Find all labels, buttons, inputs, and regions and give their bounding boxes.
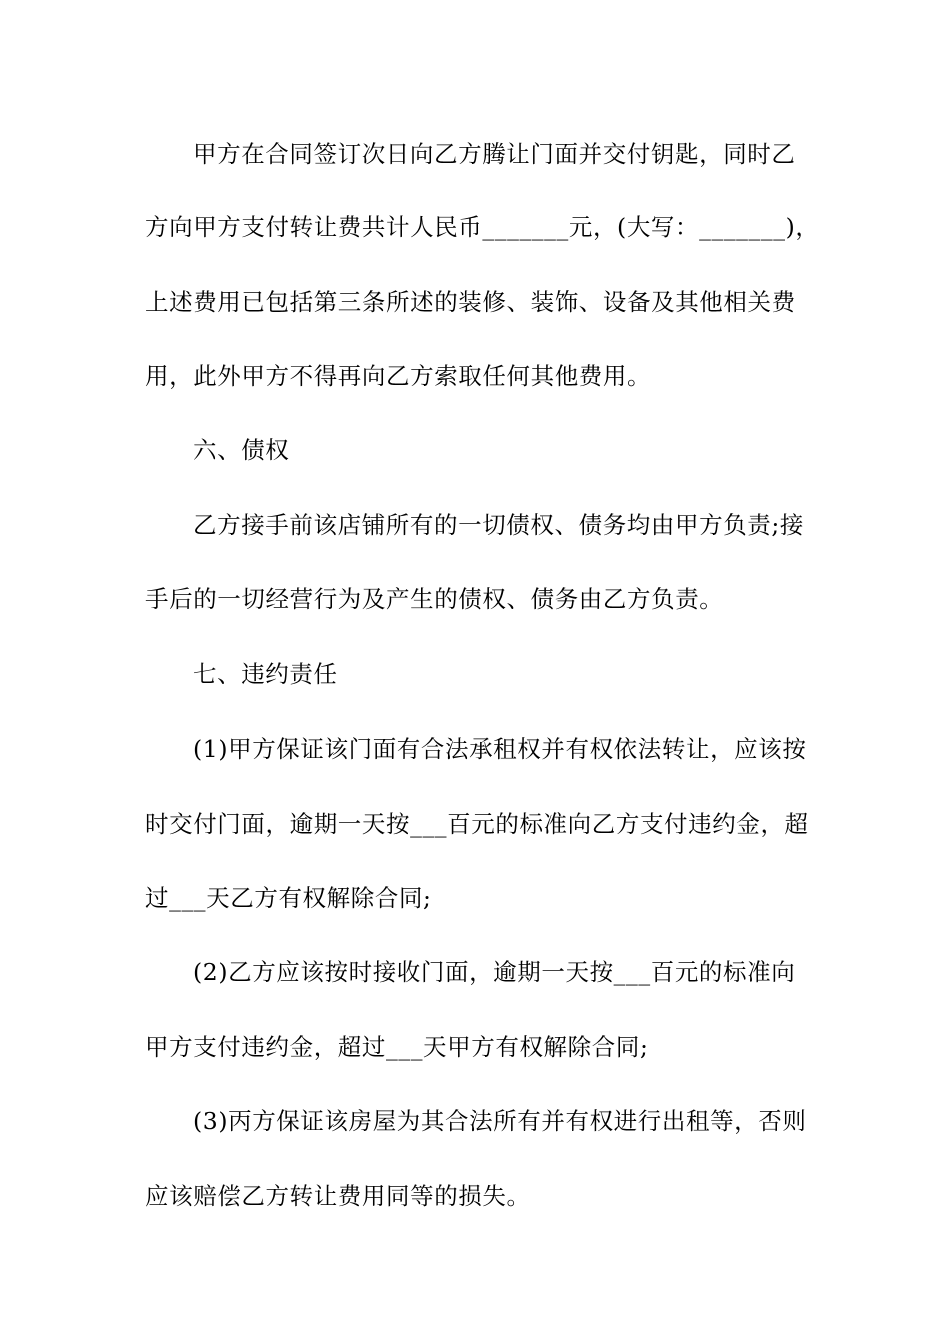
- paragraph-line: 过___天乙方有权解除合同;: [145, 884, 432, 912]
- paragraph-line: (3)丙方保证该房屋为其合法所有并有权进行出租等，否则: [193, 1107, 807, 1135]
- paragraph-line: 应该赔偿乙方转让费用同等的损失。: [145, 1182, 531, 1210]
- paragraph-line: (2)乙方应该按时接收门面，逾期一天按___百元的标准向: [193, 958, 796, 986]
- paragraph-line: 用，此外甲方不得再向乙方索取任何其他费用。: [145, 362, 652, 390]
- paragraph-line: 乙方接手前该店铺所有的一切债权、债务均由甲方负责;接: [193, 511, 805, 539]
- paragraph-line: 上述费用已包括第三条所述的装修、装饰、设备及其他相关费: [145, 288, 796, 316]
- section-heading: 七、违约责任: [193, 660, 338, 688]
- section-heading: 六、债权: [193, 436, 290, 464]
- paragraph-line: (1)甲方保证该门面有合法承租权并有权依法转让，应该按: [193, 735, 807, 763]
- paragraph-line: 方向甲方支付转让费共计人民币_______元，(大写：_______)，: [145, 213, 820, 241]
- paragraph-line: 时交付门面，逾期一天按___百元的标准向乙方支付违约金，超: [145, 810, 809, 838]
- paragraph-line: 甲方在合同签订次日向乙方腾让门面并交付钥匙，同时乙: [193, 140, 796, 168]
- paragraph-line: 甲方支付违约金，超过___天甲方有权解除合同;: [145, 1033, 649, 1061]
- paragraph-line: 手后的一切经营行为及产生的债权、债务由乙方负责。: [145, 585, 724, 613]
